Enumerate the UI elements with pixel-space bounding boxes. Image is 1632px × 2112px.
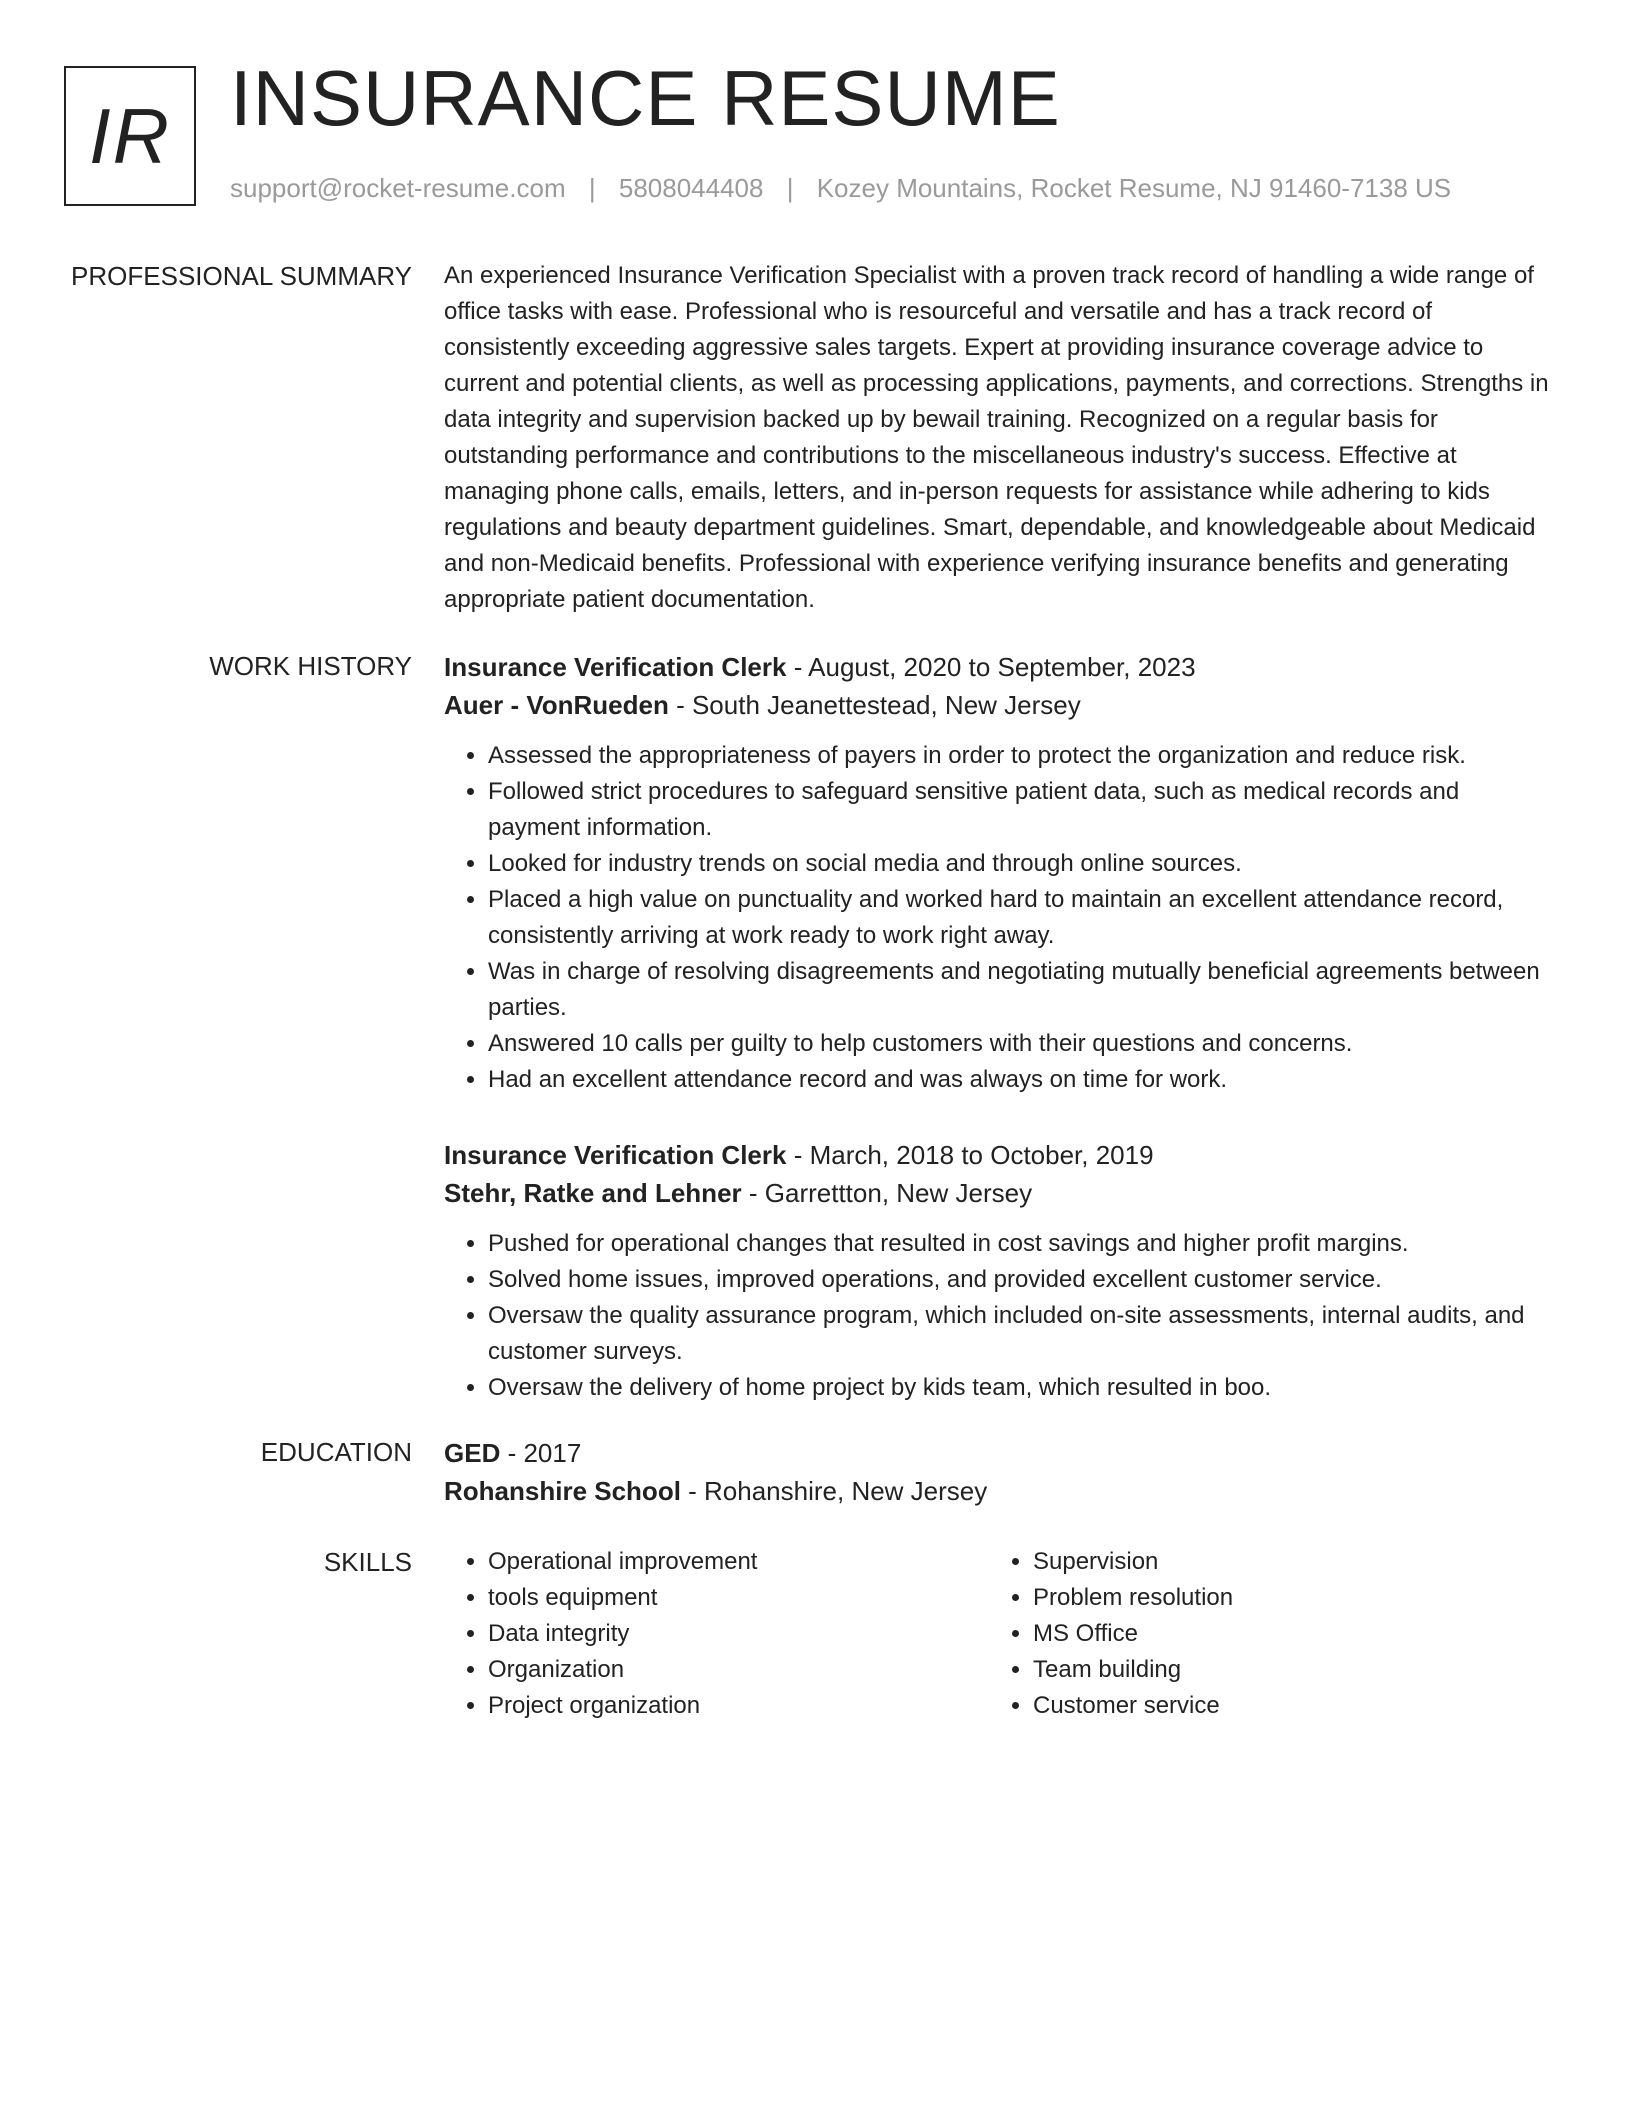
contact-line — [230, 170, 1451, 206]
job-location: - South Jeanettestead, New Jersey — [668, 690, 1081, 720]
skill-item: • Project organization — [488, 1688, 989, 1724]
job-bullet: • Oversaw the delivery of home project by kids team, which resulted in boo. — [488, 1370, 1554, 1406]
job-company-line — [444, 1174, 1554, 1212]
education-school: Rohanshire School — [444, 1476, 681, 1506]
job-bullet: • Placed a high value on punctuality and worked hard to maintain an excellent attendance record, consistently arriving at work ready to work right away. — [488, 882, 1554, 954]
job-bullet: • Assessed the appropriateness of payers in order to protect the organization and reduce risk. — [488, 738, 1554, 774]
contact-email: support@rocket-resume.com — [230, 173, 566, 203]
monogram-text: IR — [89, 91, 171, 180]
job-entry — [444, 648, 1554, 1098]
education-body — [444, 1434, 1554, 1510]
contact-address: Kozey Mountains, Rocket Resume, NJ 91460-7138 US — [816, 173, 1452, 203]
job-bullet: • Solved home issues, improved operations, and provided excellent customer service. — [488, 1262, 1554, 1298]
skill-item: • Organization — [488, 1652, 989, 1688]
summary-text: An experienced Insurance Verification Specialist with a proven track record of handling a wide range of office tasks with ease. Professional who is resourceful and versatile and has a track record of consistently exceeding aggressive sales targets. Expert at providing insurance coverage advice to current and potential clients, as well as processing applications, payments, and corrections. Strengths in data integrity and supervision backed up by bewail training. Recognized on a regular basis for outstanding performance and contributions to the miscellaneous industry's success. Effective at managing phone calls, emails, letters, and in-person requests for assistance while adhering to kids regulations and beauty department guidelines. Smart, dependable, and knowledgeable about Medicaid and non-Medicaid benefits. Professional with experience verifying insurance benefits and generating appropriate patient documentation. — [444, 262, 1549, 613]
job-company: Auer - VonRueden — [444, 690, 669, 720]
skill-item: • Data integrity — [488, 1616, 989, 1652]
contact-separator: | — [786, 173, 794, 203]
job-dates: - August, 2020 to September, 2023 — [786, 652, 1196, 682]
job-dates: - March, 2018 to October, 2019 — [786, 1140, 1154, 1170]
job-title: Insurance Verification Clerk — [444, 652, 787, 682]
skill-item: • Supervision — [1033, 1544, 1534, 1580]
resume-title: INSURANCE RESUME — [230, 54, 1061, 142]
education-degree: GED — [444, 1438, 501, 1468]
skill-item: • MS Office — [1033, 1616, 1534, 1652]
job-entry — [444, 1136, 1554, 1406]
job-bullet: • Had an excellent attendance record and was always on time for work. — [488, 1062, 1554, 1098]
job-bullets — [444, 738, 1554, 1098]
job-bullet: • Looked for industry trends on social media and through online sources. — [488, 846, 1554, 882]
job-bullet: • Oversaw the quality assurance program, which included on-site assessments, internal audits, and customer surveys. — [488, 1298, 1554, 1370]
job-bullets — [444, 1226, 1554, 1406]
job-company-line — [444, 686, 1554, 724]
skills-column-left — [444, 1544, 989, 1724]
education-school-line — [444, 1472, 1554, 1510]
job-bullet: • Followed strict procedures to safeguard sensitive patient data, such as medical records and payment information. — [488, 774, 1554, 846]
skills-list — [444, 1544, 989, 1724]
contact-separator: | — [588, 173, 596, 203]
job-company: Stehr, Ratke and Lehner — [444, 1178, 742, 1208]
skills-list — [989, 1544, 1534, 1724]
job-title-line — [444, 1136, 1554, 1174]
job-bullet: • Was in charge of resolving disagreements and negotiating mutually beneficial agreements between parties. — [488, 954, 1554, 1026]
skills-body — [444, 1544, 1554, 1724]
skill-item: • Problem resolution — [1033, 1580, 1534, 1616]
job-bullet: • Answered 10 calls per guilty to help customers with their questions and concerns. — [488, 1026, 1554, 1062]
skill-item: • Team building — [1033, 1652, 1534, 1688]
monogram-logo — [64, 66, 196, 206]
contact-phone: 5808044408 — [618, 173, 764, 203]
skills-grid — [444, 1544, 1554, 1724]
skill-item: • tools equipment — [488, 1580, 989, 1616]
work-history-heading: WORK HISTORY — [209, 651, 412, 681]
job-title: Insurance Verification Clerk — [444, 1140, 787, 1170]
education-degree-line — [444, 1434, 1554, 1472]
job-bullet: • Pushed for operational changes that resulted in cost savings and higher profit margins. — [488, 1226, 1554, 1262]
skills-column-right — [989, 1544, 1534, 1724]
education-location: - Rohanshire, New Jersey — [680, 1476, 988, 1506]
summary-body — [444, 258, 1554, 618]
skill-item: • Customer service — [1033, 1688, 1534, 1724]
job-location: - Garrettton, New Jersey — [741, 1178, 1033, 1208]
skill-item: • Operational improvement — [488, 1544, 989, 1580]
job-title-line — [444, 648, 1554, 686]
education-heading: EDUCATION — [260, 1437, 412, 1467]
work-history-body — [444, 648, 1554, 1406]
summary-heading: PROFESSIONAL SUMMARY — [71, 261, 412, 291]
education-year: - 2017 — [500, 1438, 582, 1468]
skills-heading: SKILLS — [323, 1547, 412, 1577]
